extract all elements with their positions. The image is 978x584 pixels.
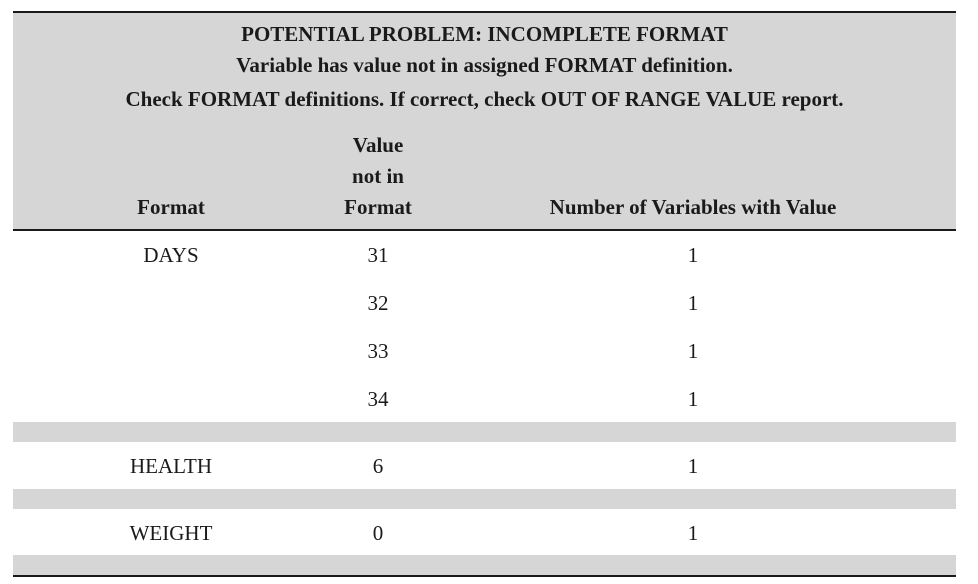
incomplete-format-report — [13, 11, 956, 578]
report-instruction: Check FORMAT definitions. If correct, check OUT OF RANGE VALUE report. — [125, 87, 844, 111]
group-format-weight: WEIGHT — [129, 521, 213, 545]
row-value: 33 — [367, 339, 389, 363]
report-description: Variable has value not in assigned FORMAT definition. — [236, 53, 733, 77]
group-format-health: HEALTH — [129, 454, 213, 478]
row-count: 1 — [687, 454, 699, 478]
column-header-value-line2: not in — [352, 164, 404, 188]
row-value: 34 — [367, 387, 389, 411]
group-separator — [13, 422, 956, 442]
row-value: 32 — [367, 291, 389, 315]
row-value: 6 — [372, 454, 384, 478]
row-count: 1 — [687, 521, 699, 545]
row-value: 0 — [372, 521, 384, 545]
column-header-value-line1: Value — [352, 133, 404, 157]
group-format-days: DAYS — [143, 243, 199, 267]
row-value: 31 — [367, 243, 389, 267]
column-header-count: Number of Variables with Value — [549, 195, 837, 219]
row-count: 1 — [687, 339, 699, 363]
group-separator — [13, 555, 956, 575]
column-header-format: Format — [137, 195, 205, 219]
report-header — [13, 11, 956, 229]
group-separator — [13, 489, 956, 509]
column-header-value-line3: Format — [344, 195, 412, 219]
column-header-value — [313, 130, 443, 223]
footer-divider — [13, 575, 956, 577]
row-count: 1 — [687, 291, 699, 315]
row-count: 1 — [687, 243, 699, 267]
report-title: POTENTIAL PROBLEM: INCOMPLETE FORMAT — [241, 22, 728, 46]
header-divider — [13, 229, 956, 231]
row-count: 1 — [687, 387, 699, 411]
